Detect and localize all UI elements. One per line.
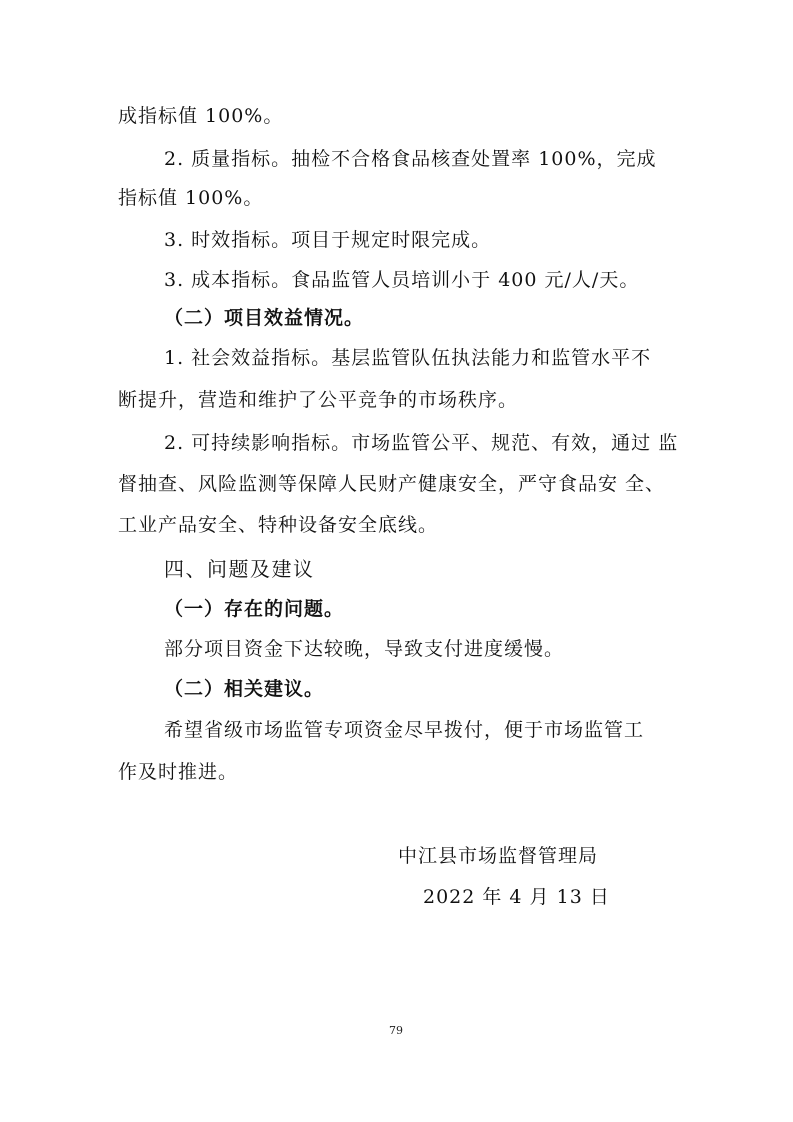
page-number: 79 xyxy=(389,1024,403,1037)
paragraph-line: 3. 时效指标。项目于规定时限完成。 xyxy=(164,229,492,251)
section-heading: 四、问题及建议 xyxy=(164,557,315,581)
paragraph-line: 成指标值 100%。 xyxy=(118,105,284,127)
paragraph-line: 希望省级市场监管专项资金尽早拨付，便于市场监管工 xyxy=(164,719,645,741)
paragraph-line: 作及时推进。 xyxy=(118,761,239,783)
paragraph-line: 2. 质量指标。抽检不合格食品核查处置率 100%，完成 xyxy=(164,148,657,170)
paragraph-line: 1. 社会效益指标。基层监管队伍执法能力和监管水平不 xyxy=(164,347,652,369)
paragraph-line: 2. 可持续影响指标。市场监管公平、规范、有效，通过 监 xyxy=(164,432,679,454)
subheading-problems: （一）存在的问题。 xyxy=(164,598,345,620)
paragraph-line: 工业产品安全、特种设备安全底线。 xyxy=(118,514,439,536)
subheading-benefit: （二）项目效益情况。 xyxy=(164,307,365,329)
signature-date: 2022 年 4 月 13 日 xyxy=(423,886,610,908)
paragraph-line: 部分项目资金下达较晚，导致支付进度缓慢。 xyxy=(164,638,565,660)
paragraph-line: 3. 成本指标。食品监管人员培训小于 400 元/人/天。 xyxy=(164,269,640,291)
paragraph-line: 指标值 100%。 xyxy=(118,187,264,209)
subheading-suggestions: （二）相关建议。 xyxy=(164,678,325,700)
paragraph-line: 督抽查、风险监测等保障人民财产健康安全，严守食品安 全、 xyxy=(118,473,666,495)
signature-organization: 中江县市场监督管理局 xyxy=(398,845,599,867)
paragraph-line: 断提升，营造和维护了公平竞争的市场秩序。 xyxy=(118,389,519,411)
